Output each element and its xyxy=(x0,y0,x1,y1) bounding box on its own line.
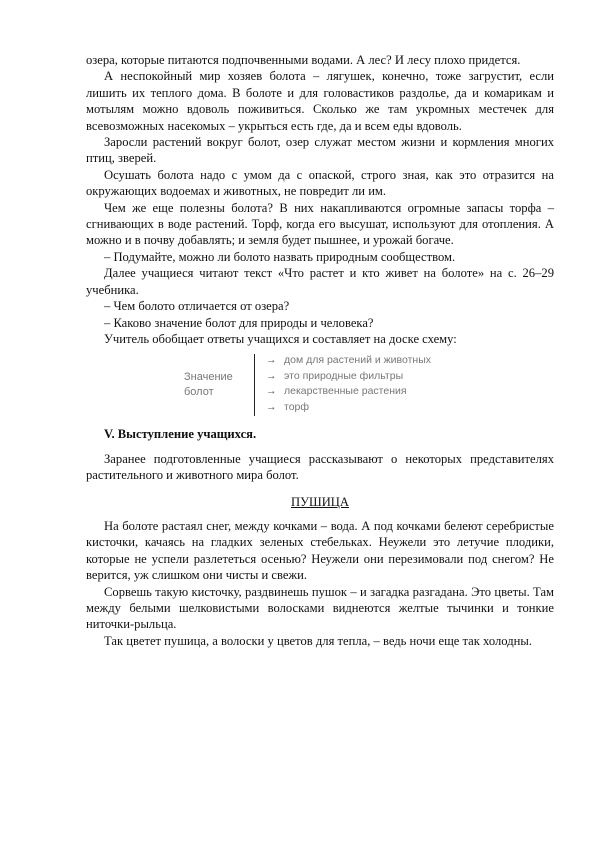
paragraph: Сорвешь такую кисточку, раздвинешь пушок – и загадка разгадана. Это цветы. Там между белыми шелковистыми волосками виднеются желтые тычинки и тонкие ниточки-рыльца. xyxy=(86,584,554,632)
scheme-label xyxy=(184,370,254,400)
scheme-bracket-line xyxy=(254,354,255,416)
story-title: ПУШИЦА xyxy=(290,494,349,509)
scheme-item-text: торф xyxy=(284,400,310,413)
paragraph: Осушать болота надо с умом да с опаской, строго зная, как это отразится на окружающих водоемах и животных, не повредит ли им. xyxy=(86,167,554,199)
arrow-right-icon: → xyxy=(266,400,277,413)
scheme-item-text: дом для растений и животных xyxy=(284,354,432,367)
scheme-item xyxy=(266,353,556,369)
paragraph: озера, которые питаются подпочвенными водами. А лес? И лесу плохо придется. xyxy=(86,53,521,67)
document-page xyxy=(86,52,554,649)
paragraph: Заросли растений вокруг болот, озер служат местом жизни и кормления многих птиц, зверей. xyxy=(86,135,554,166)
question-line: – Каково значение болот для природы и человека? xyxy=(104,315,374,330)
paragraph: А неспокойный мир хозяев болота – лягушек, конечно, тоже загрустит, если лишить их теплого дома. В болоте и для головастиков раздолье, да и комарикам и мотылям можно вдоволь поживиться. Сколько же там укромных местечек для всевозможных насекомых – укрыться есть где, да и всем еды вдоволь. xyxy=(86,69,554,133)
scheme-item xyxy=(266,384,556,400)
scheme-list xyxy=(266,353,556,415)
paragraph: Далее учащиеся читают текст «Что растет и кто живет на болоте» на с. 26–29 учебника. xyxy=(86,266,554,297)
scheme-item xyxy=(266,369,556,385)
arrow-right-icon: → xyxy=(266,354,277,367)
scheme-diagram xyxy=(86,354,554,418)
scheme-item-text: это природные фильтры xyxy=(284,369,404,382)
scheme-item-text: лекарственные растения xyxy=(284,385,407,398)
question-line: – Чем болото отличается от озера? xyxy=(104,299,290,314)
scheme-item xyxy=(266,400,556,416)
question-line: – Подумайте, можно ли болото назвать природным сообществом. xyxy=(104,249,456,264)
paragraph: Так цветет пушица, а волоски у цветов для тепла, – ведь ночи еще так холодны. xyxy=(104,633,532,648)
arrow-right-icon: → xyxy=(266,385,277,398)
paragraph: На болоте растаял снег, между кочками – вода. А под кочками белеют серебристые кисточки, качаясь на гладких зеленых стебельках. Неужели это летучие плодики, которые не успели разлететься осенью? Неужели они перезимовали под снегом? Не верится, уж слишком они чисты и свежи. xyxy=(86,518,554,583)
section-heading: V. Выступление учащихся. xyxy=(104,427,257,442)
paragraph: Чем же еще полезны болота? В них накапливаются огромные запасы торфа – сгнивающих в воде растений. Торф, когда его высушат, используют для отопления. А можно и в почву добавлять; и земля будет пышнее, и урожай богаче. xyxy=(86,200,554,248)
arrow-right-icon: → xyxy=(266,369,277,382)
scheme-label-line: Значение xyxy=(184,371,233,384)
scheme-label-line: болот xyxy=(184,386,214,399)
paragraph: Учитель обобщает ответы учащихся и составляет на доске схему: xyxy=(104,331,457,346)
paragraph: Заранее подготовленные учащиеся рассказывают о некоторых представителях растительного и животного мира болот. xyxy=(86,451,554,483)
